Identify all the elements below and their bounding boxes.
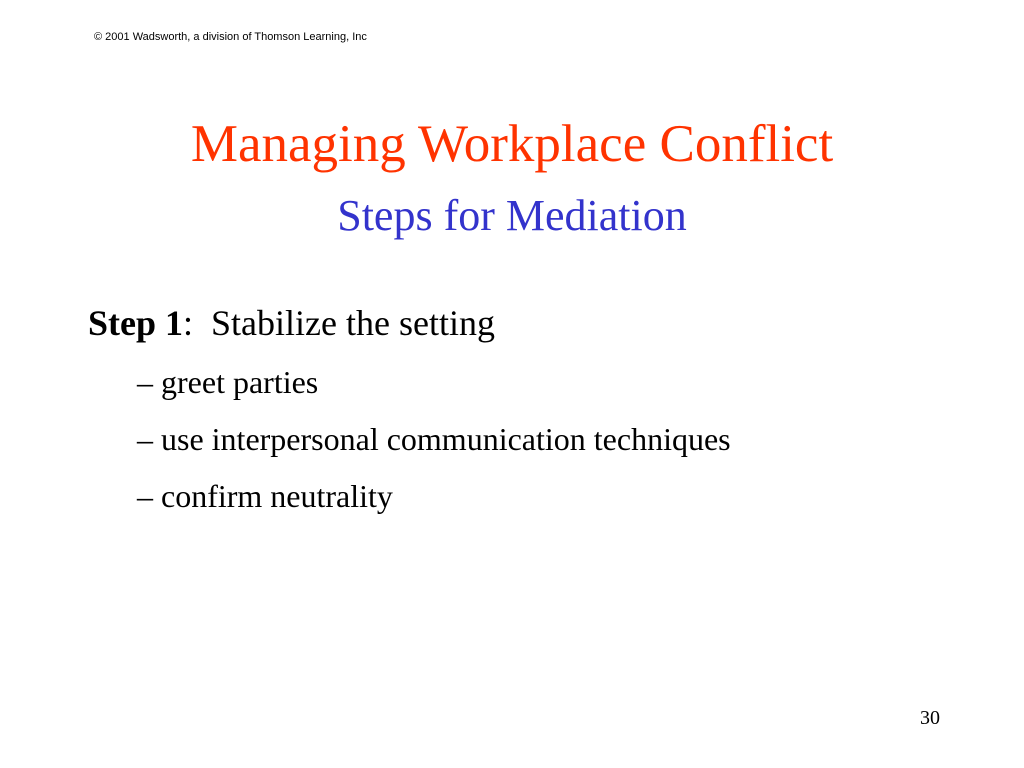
bullet-text: use interpersonal communication techniques (161, 421, 731, 457)
bullet-dash: – (137, 478, 153, 514)
bullet-item (137, 419, 731, 459)
step-separator: : (183, 303, 194, 343)
slide-title: Managing Workplace Conflict (190, 115, 834, 173)
step-label: Step 1 (88, 303, 184, 343)
bullet-item (137, 362, 731, 402)
step-heading (88, 300, 495, 346)
step-text: Stabilize the setting (211, 303, 495, 343)
slide-subtitle: Steps for Mediation (337, 191, 687, 240)
bullet-item (137, 476, 731, 516)
bullet-text: confirm neutrality (161, 478, 393, 514)
bullet-dash: – (137, 421, 153, 457)
page-number: 30 (920, 707, 940, 729)
copyright-notice: © 2001 Wadsworth, a division of Thomson Learning, Inc (94, 31, 367, 43)
bullet-text: greet parties (161, 364, 319, 400)
bullet-list (137, 362, 731, 533)
bullet-dash: – (137, 364, 153, 400)
